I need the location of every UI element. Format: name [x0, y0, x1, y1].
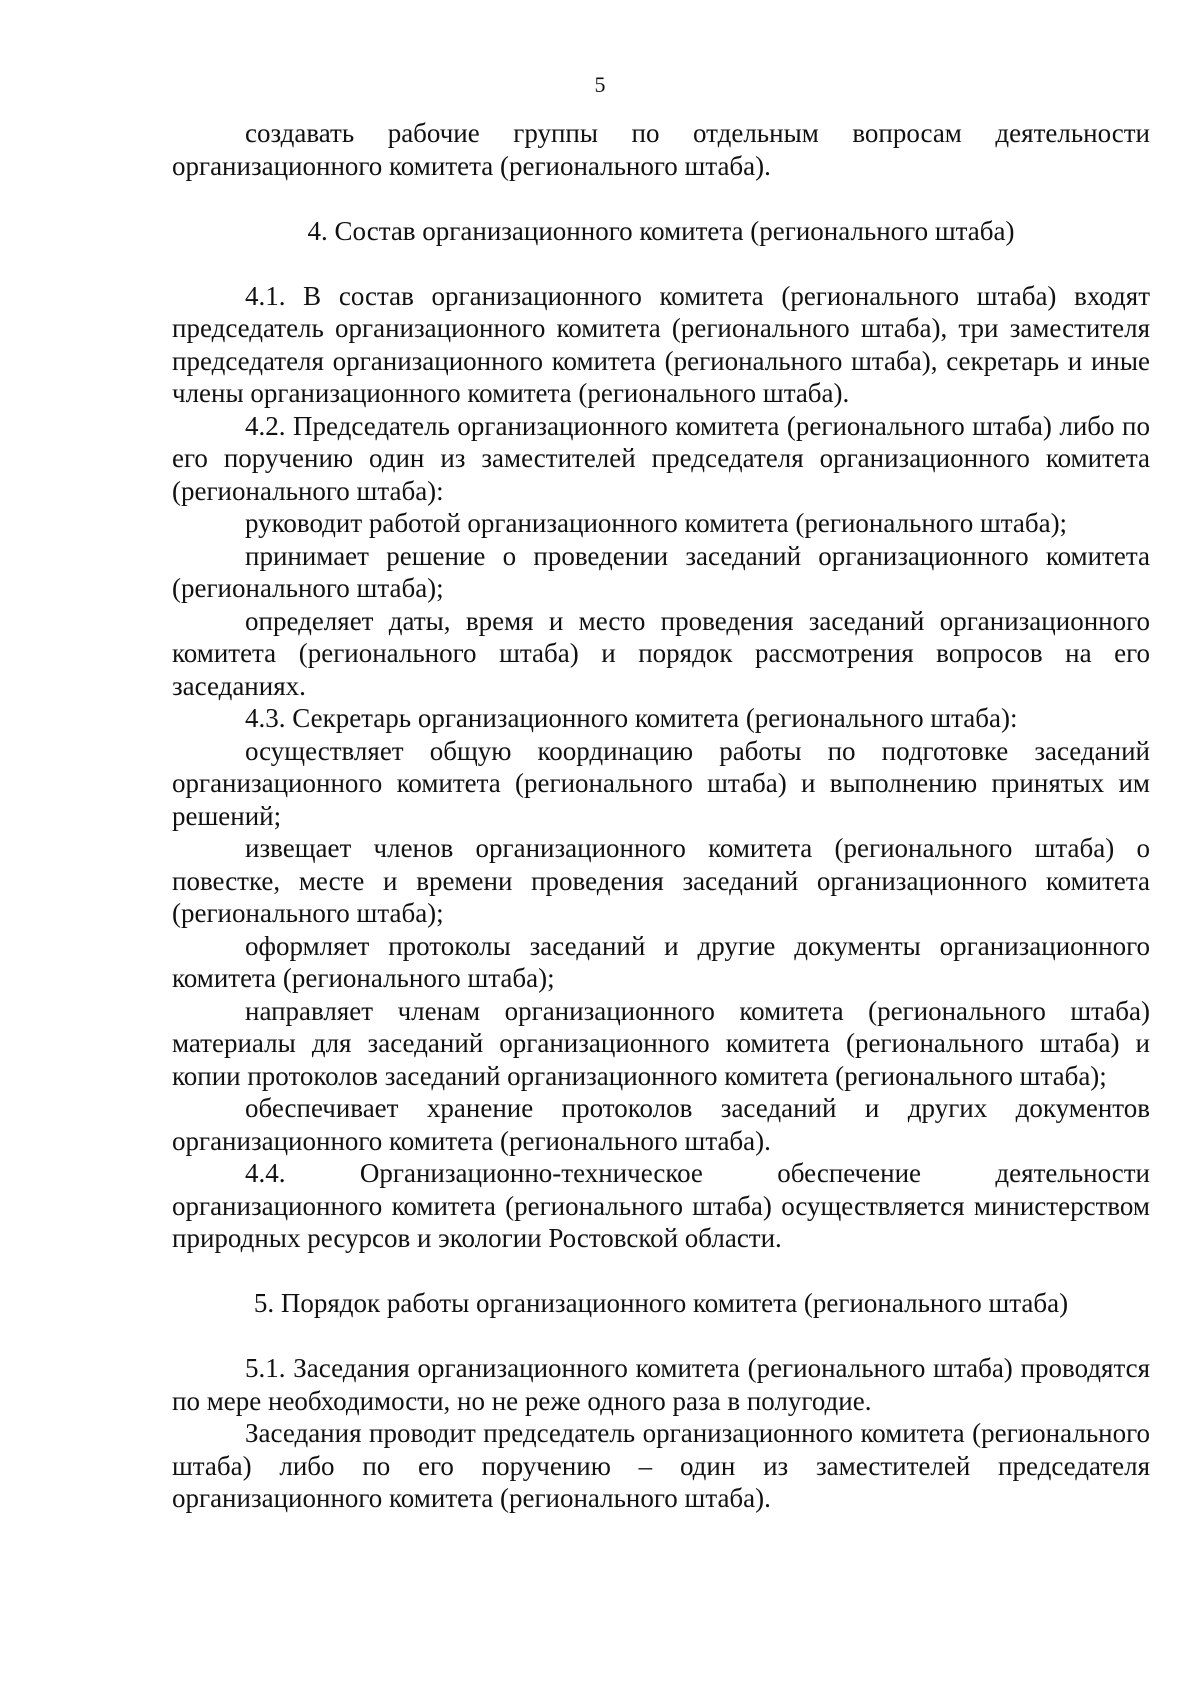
- paragraph: создавать рабочие группы по отдельным вопросам деятельности организационного комитета (регионального штаба).: [172, 118, 1150, 181]
- paragraph: обеспечивает хранение протоколов заседаний и других документов организационного комитета (регионального штаба).: [172, 1093, 1150, 1156]
- paragraph-5-1: 5.1. Заседания организационного комитета (регионального штаба) проводятся по мере необходимости, но не реже одного раза в полугодие.: [172, 1353, 1150, 1416]
- section-heading-5: 5. Порядок работы организационного комитета (регионального штаба): [253, 1288, 1069, 1318]
- spacer: [172, 1255, 1150, 1288]
- paragraph-4-1: 4.1. В состав организационного комитета (регионального штаба) входят председатель организационного комитета (регионального штаба), три заместителя председателя организационного комитета (регионального штаба), секретарь и иные члены организационного комитета (регионального штаба).: [172, 280, 1150, 408]
- paragraph: оформляет протоколы заседаний и другие документы организационного комитета (регионального штаба);: [172, 930, 1150, 993]
- page-number: 5: [594, 72, 606, 97]
- paragraph-4-2: 4.2. Председатель организационного комитета (регионального штаба) либо по его поручению один из заместителей председателя организационного комитета (регионального штаба):: [172, 410, 1150, 506]
- paragraph: руководит работой организационного комитета (регионального штаба);: [245, 508, 1068, 538]
- paragraph-4-4: 4.4. Организационно-техническое обеспечение деятельности организационного комитета (регионального штаба) осуществляется министерством природных ресурсов и экологии Ростовской области.: [172, 1158, 1150, 1253]
- spacer: [172, 1320, 1150, 1353]
- paragraph-4-3: 4.3. Секретарь организационного комитета (регионального штаба):: [245, 703, 1018, 733]
- spacer: [172, 247, 1150, 280]
- paragraph: осуществляет общую координацию работы по подготовке заседаний организационного комитета (регионального штаба) и выполнению принятых им решений;: [172, 735, 1150, 831]
- section-heading-4: 4. Состав организационного комитета (регионального штаба): [307, 215, 1015, 246]
- spacer: [172, 182, 1150, 215]
- document-body: [172, 117, 1150, 1515]
- paragraph: направляет членам организационного комитета (регионального штаба) материалы для заседаний организационного комитета (регионального штаба) и копии протоколов заседаний организационного комитета (регионального штаба);: [172, 995, 1150, 1091]
- paragraph: извещает членов организационного комитета (регионального штаба) о повестке, месте и времени проведения заседаний организационного комитета (регионального штаба);: [172, 833, 1150, 928]
- paragraph: определяет даты, время и место проведения заседаний организационного комитета (регионального штаба) и порядок рассмотрения вопросов на его заседаниях.: [172, 605, 1150, 701]
- paragraph: Заседания проводит председатель организационного комитета (регионального штаба) либо по его поручению – один из заместителей председателя организационного комитета (регионального штаба).: [172, 1418, 1150, 1513]
- paragraph: принимает решение о проведении заседаний организационного комитета (регионального штаба);: [172, 540, 1150, 603]
